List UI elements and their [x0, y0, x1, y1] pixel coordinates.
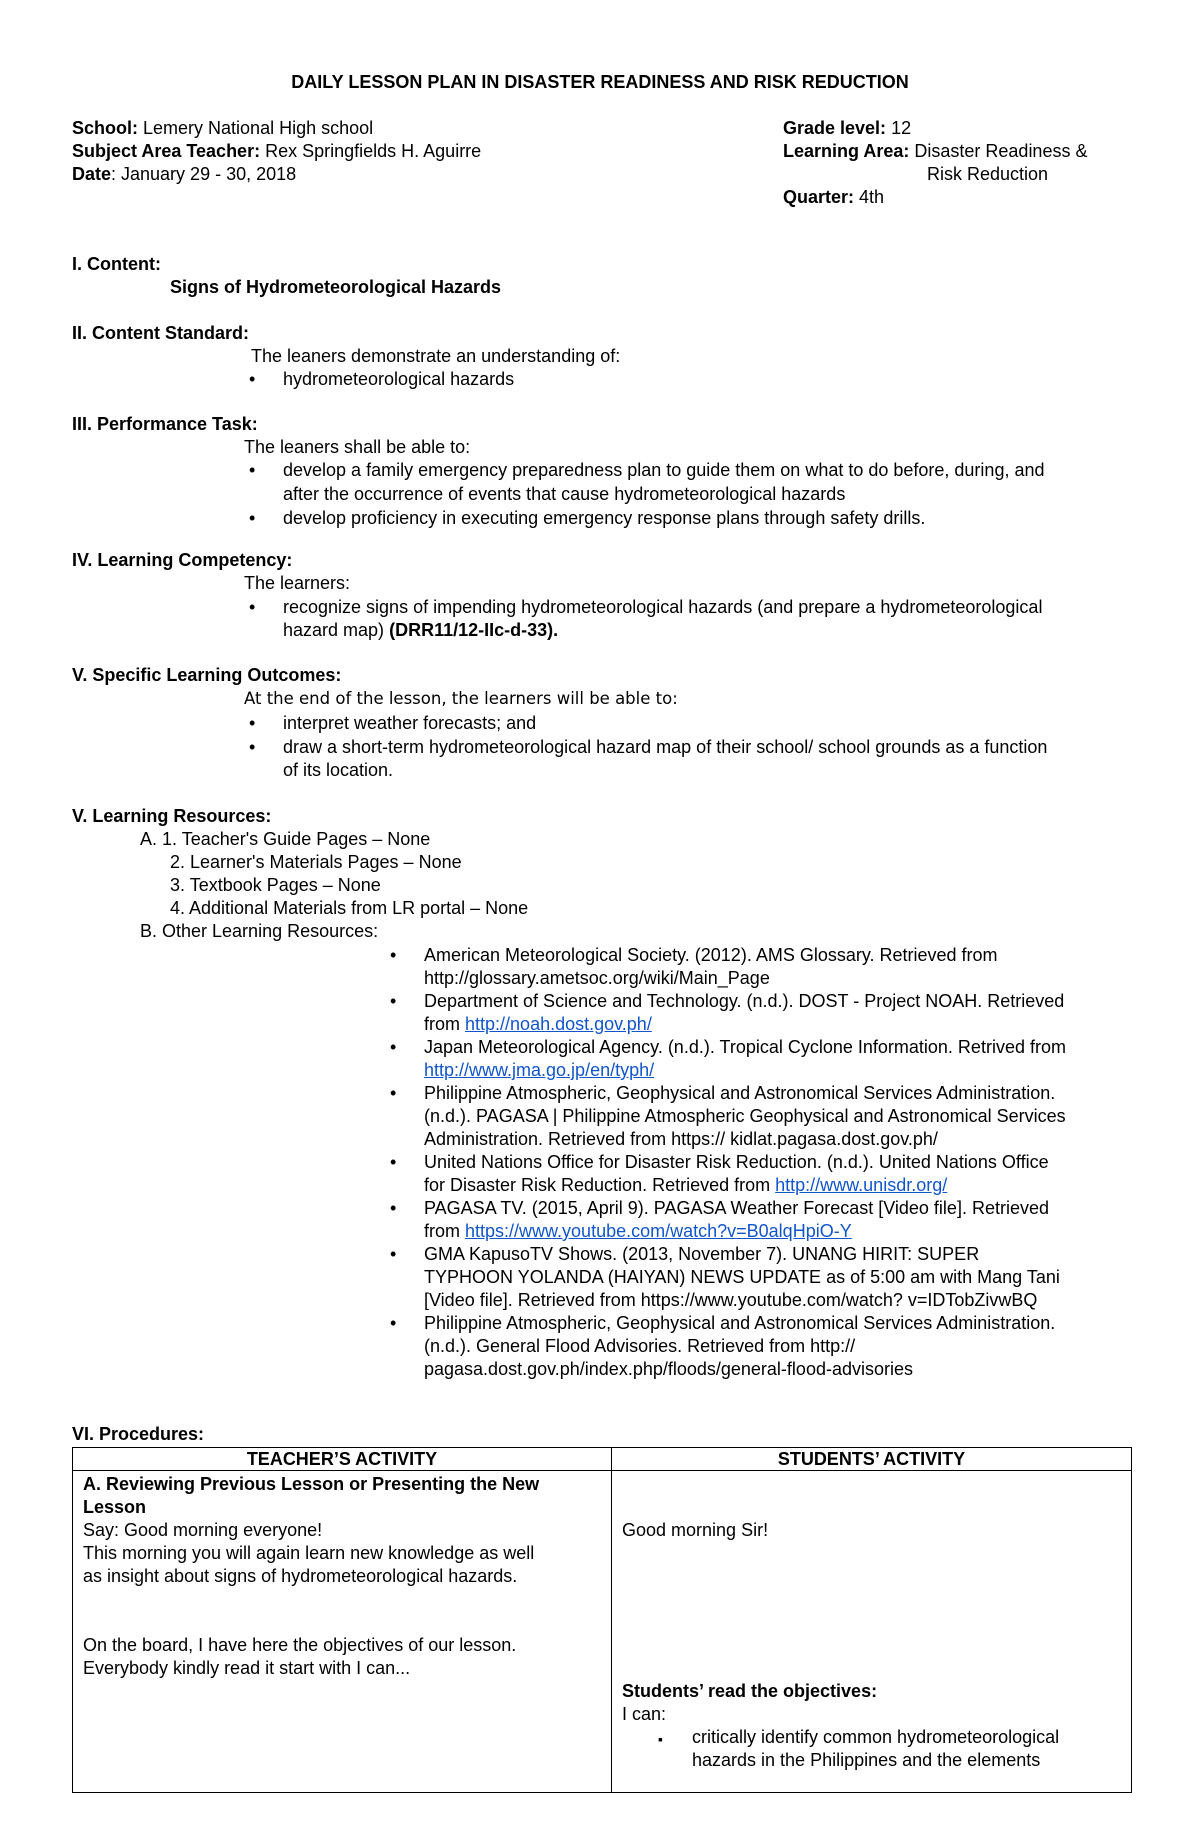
grade-label: Grade level: — [783, 118, 887, 138]
objective-item — [622, 1726, 1121, 1772]
teacher-row — [72, 140, 481, 163]
content-topic: Signs of Hydrometeorological Hazards — [170, 277, 502, 297]
resource-item-5-line-2 — [424, 1174, 1134, 1197]
resource-item-2-line-1: • Department of Science and Technology. (n.d.). DOST - Project NOAH. Retrieved — [424, 991, 1065, 1011]
resource-item-4-line-2: (n.d.). PAGASA | Philippine Atmospheric Geophysical and Astronomical Services — [424, 1106, 1066, 1126]
outcomes-item-2: • draw a short-term hydrometeorological hazard map of their school/ school grounds as a function — [283, 737, 1047, 758]
objective-item-line-2: hazards in the Philippines and the elements — [692, 1750, 1041, 1770]
activity-a-heading-cont: Lesson — [83, 1497, 147, 1517]
resource-item-3 — [424, 1036, 1134, 1082]
procedures-heading: VI. Procedures: — [72, 1424, 205, 1444]
performance-item-1: • develop a family emergency preparedness plan to guide them on what to do before, during, and — [283, 460, 1044, 481]
area-row — [783, 140, 1087, 163]
competency-item-text: hazard map) — [283, 620, 385, 640]
standard-item: • hydrometeorological hazards — [283, 369, 514, 390]
quarter-value: 4th — [859, 187, 885, 207]
unisdr-link[interactable]: http://www.unisdr.org/ — [775, 1175, 948, 1195]
performance-item-1-cont: after the occurrence of events that cause hydrometeorological hazards — [283, 484, 846, 504]
school-label: School: — [72, 118, 138, 138]
students-read-objectives: Students’ read the objectives: — [622, 1681, 878, 1701]
outcomes-item-2-cont: of its location. — [283, 760, 394, 780]
resource-a2: 2. Learner's Materials Pages – None — [170, 852, 462, 872]
resource-item-5-line-1: • United Nations Office for Disaster Risk Reduction. (n.d.). United Nations Office — [424, 1152, 1049, 1172]
resource-item-1 — [424, 944, 1134, 990]
resource-item-2-prefix: from — [424, 1014, 460, 1034]
outcomes-intro: At the end of the lesson, the learners will be able to: — [244, 689, 678, 708]
resource-b: B. Other Learning Resources: — [140, 921, 379, 941]
resource-item-5-prefix: for Disaster Risk Reduction. Retrieved from — [424, 1175, 771, 1195]
date-value: : January 29 - 30, 2018 — [111, 164, 297, 184]
page-title: DAILY LESSON PLAN IN DISASTER READINESS AND RISK REDUCTION — [291, 72, 909, 92]
procedures-table — [72, 1447, 1132, 1793]
resource-item-3-line-1: • Japan Meteorological Agency. (n.d.). Tropical Cyclone Information. Retrived from — [424, 1037, 1066, 1057]
resource-item-1-line-1: • American Meteorological Society. (2012). AMS Glossary. Retrieved from — [424, 945, 998, 965]
quarter-label: Quarter: — [783, 187, 855, 207]
content-heading: I. Content: — [72, 254, 161, 274]
resource-item-7 — [424, 1243, 1134, 1312]
competency-item-cont — [283, 620, 558, 641]
teacher-intro-line-1: This morning you will again learn new knowledge as well — [83, 1543, 535, 1563]
resource-item-8-line-1: • Philippine Atmospheric, Geophysical and Astronomical Services Administration. — [424, 1313, 1056, 1333]
objective-item-line-1: ▪ critically identify common hydrometeorological — [692, 1726, 1121, 1749]
resource-a3: 3. Textbook Pages – None — [170, 875, 381, 895]
resource-item-2-line-2 — [424, 1013, 1134, 1036]
teacher-objectives-line-2: Everybody kindly read it start with I can... — [83, 1658, 411, 1678]
students-activity-header: STUDENTS’ ACTIVITY — [612, 1448, 1132, 1471]
jma-link[interactable]: http://www.jma.go.jp/en/typh/ — [424, 1060, 655, 1080]
area-value: Disaster Readiness & — [914, 141, 1088, 161]
resource-item-4-line-3: Administration. Retrieved from https:// kidlat.pagasa.dost.gov.ph/ — [424, 1129, 938, 1149]
resource-item-5 — [424, 1151, 1134, 1197]
header-right — [783, 117, 1087, 209]
teacher-greeting: Say: Good morning everyone! — [83, 1520, 323, 1540]
quarter-row — [783, 186, 1087, 209]
school-value: Lemery National High school — [143, 118, 374, 138]
competency-intro: The learners: — [244, 573, 351, 593]
spacer — [83, 1588, 601, 1634]
resource-a4: 4. Additional Materials from LR portal – None — [170, 898, 529, 918]
area-row-2: Risk Reduction — [927, 164, 1049, 184]
standard-intro: The leaners demonstrate an understanding of: — [251, 346, 621, 366]
resource-item-7-line-2: TYPHOON YOLANDA (HAIYAN) NEWS UPDATE as of 5:00 am with Mang Tani — [424, 1267, 1060, 1287]
date-label: Date — [72, 164, 112, 184]
resource-item-8-line-2: (n.d.). General Flood Advisories. Retrieved from http:// — [424, 1336, 856, 1356]
students-greeting: Good morning Sir! — [622, 1520, 769, 1540]
resource-item-6 — [424, 1197, 1134, 1243]
spacer — [622, 1542, 1121, 1680]
resource-item-7-line-1: • GMA KapusoTV Shows. (2013, November 7). UNANG HIRIT: SUPER — [424, 1244, 980, 1264]
competency-item: • recognize signs of impending hydrometeorological hazards (and prepare a hydrometeorological — [283, 597, 1042, 618]
header-left — [72, 117, 481, 186]
performance-heading: III. Performance Task: — [72, 414, 258, 434]
resource-item-7-line-3: [Video file]. Retrieved from https://www.youtube.com/watch? v=IDTobZivwBQ — [424, 1290, 1038, 1310]
date-row — [72, 163, 481, 186]
standard-heading: II. Content Standard: — [72, 323, 249, 343]
students-i-can: I can: — [622, 1704, 667, 1724]
teacher-activity-header: TEACHER’S ACTIVITY — [73, 1448, 612, 1471]
resource-item-6-prefix: from — [424, 1221, 460, 1241]
resource-item-4-line-1: • Philippine Atmospheric, Geophysical and Astronomical Services Administration. — [424, 1083, 1056, 1103]
resource-item-2 — [424, 990, 1134, 1036]
teacher-intro-line-2: as insight about signs of hydrometeorological hazards. — [83, 1566, 518, 1586]
competency-heading: IV. Learning Competency: — [72, 550, 293, 570]
activity-a-heading: A. Reviewing Previous Lesson or Presenting the New — [83, 1474, 540, 1494]
area-label: Learning Area: — [783, 141, 910, 161]
resource-item-6-line-2 — [424, 1220, 1134, 1243]
noah-link[interactable]: http://noah.dost.gov.ph/ — [465, 1014, 652, 1034]
spacer — [622, 1473, 1121, 1519]
resource-item-8 — [424, 1312, 1134, 1381]
resource-item-8-line-3: pagasa.dost.gov.ph/index.php/floods/general-flood-advisories — [424, 1359, 913, 1379]
resource-item-1-line-2: http://glossary.ametsoc.org/wiki/Main_Page — [424, 968, 770, 988]
resource-a1: A. 1. Teacher's Guide Pages – None — [140, 829, 431, 849]
teacher-label: Subject Area Teacher: — [72, 141, 261, 161]
resource-item-4 — [424, 1082, 1134, 1151]
competency-code: (DRR11/12-IIc-d-33). — [389, 620, 559, 640]
students-activity-cell — [612, 1471, 1132, 1793]
grade-row — [783, 117, 1087, 140]
resource-item-6-line-1: • PAGASA TV. (2015, April 9). PAGASA Weather Forecast [Video file]. Retrieved — [424, 1198, 1049, 1218]
outcomes-heading: V. Specific Learning Outcomes: — [72, 665, 342, 685]
school-row — [72, 117, 481, 140]
outcomes-item-1: • interpret weather forecasts; and — [283, 713, 536, 734]
grade-value: 12 — [891, 118, 912, 138]
teacher-activity-cell — [73, 1471, 612, 1793]
resources-heading: V. Learning Resources: — [72, 806, 272, 826]
performance-item-2: • develop proficiency in executing emergency response plans through safety drills. — [283, 508, 925, 529]
youtube-link[interactable]: https://www.youtube.com/watch?v=B0alqHpiO-Y — [465, 1221, 852, 1241]
teacher-objectives-line-1: On the board, I have here the objectives of our lesson. — [83, 1635, 517, 1655]
teacher-value: Rex Springfields H. Aguirre — [265, 141, 482, 161]
performance-intro: The leaners shall be able to: — [244, 437, 471, 457]
